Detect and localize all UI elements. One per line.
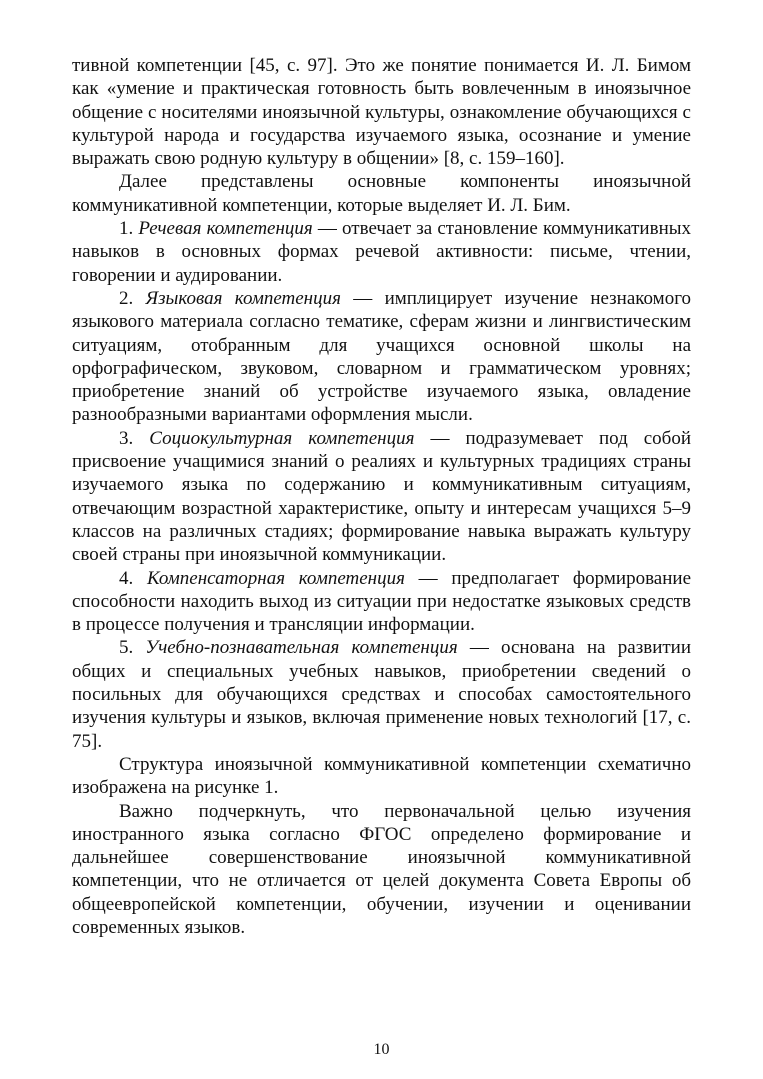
list-item-term: Языковая компетенция	[145, 287, 341, 309]
list-item-number: 4.	[119, 567, 134, 589]
list-item-number: 3.	[119, 427, 134, 449]
page-number: 10	[373, 1041, 390, 1058]
list-item-learning-competence	[72, 636, 691, 752]
list-item-number: 1.	[119, 218, 134, 240]
list-item-term: Учебно-познавательная компетенция	[145, 637, 458, 659]
paragraph-conclusion: Важно подчеркнуть, что первоначальной целью изучения иностранного языка согласно ФГОС определено формирование и дальнейшее совершенствование иноязычной коммуникативной компетенции, что не отличается от целей документа Совета Европы об общеевропейской компетенции, обучении, изучении и оценивании современных языков.	[72, 800, 691, 938]
list-item-text: — основана на развитии общих и специальных учебных навыков, приобретении сведений о посильных для обучающихся средствах и способах самостоятельного изучения культуры и языков, включая применение новых технологий [17, с. 75].	[72, 637, 691, 752]
paragraph-figure-reference: Структура иноязычной коммуникативной компетенции схематично изображена на рисунке 1.	[72, 753, 691, 799]
paragraph-continuation: тивной компетенции [45, с. 97]. Это же понятие понимается И. Л. Бимом как «умение и практическая готовность быть вовлеченным в иноязычное общение с носителями иноязычной культуры, ознакомление обучающихся с культурой народа и государства изучаемого языка, осознание и умение выражать свою родную культуру в общении» [8, с. 159–160].	[72, 55, 691, 170]
list-item-text: — отвечает за становление коммуникативных навыков в основных формах речевой активности: письме, чтении, говорении и аудировании.	[72, 218, 692, 286]
list-item-term: Социокультурная компетенция	[149, 427, 415, 449]
paragraph-intro: Далее представлены основные компоненты иноязычной коммуникативной компетенции, которые выделяет И. Л. Бим.	[72, 171, 691, 216]
list-item-term: Речевая компетенция	[138, 218, 313, 240]
list-item-text: — имплицирует изучение незнакомого языкового материала согласно тематике, сферам жизни и лингвистическим ситуациям, отобранным для учащихся основной школы на орфографическом, звуковом, словарном и грамматическом уровнях; приобретение знаний об устройстве изучаемого языка, овладение разнообразными вариантами оформления мысли.	[72, 287, 692, 426]
list-item-sociocultural-competence	[72, 427, 691, 567]
list-item-number: 2.	[119, 287, 134, 309]
document-body	[72, 54, 691, 939]
list-item-compensatory-competence	[72, 567, 691, 637]
list-item-number: 5.	[119, 637, 134, 659]
list-item-text: — предполагает формирование способности находить выход из ситуации при недостатке языковых средств в процессе получения и трансляции информации.	[72, 567, 692, 636]
list-item-term: Компенсаторная компетенция	[146, 567, 405, 589]
list-item-speech-competence	[72, 217, 691, 287]
list-item-language-competence	[72, 287, 691, 427]
list-item-text: — подразумевает под собой присвоение учащимися знаний о реалиях и культурных традициях страны изучаемого языка по содержанию и коммуникативным ситуациям, отвечающим возрастной характеристике, опыту и интересам учащихся 5–9 классов на различных стадиях; формирование навыка выражать культуру своей страны при иноязычной коммуникации.	[72, 427, 692, 566]
